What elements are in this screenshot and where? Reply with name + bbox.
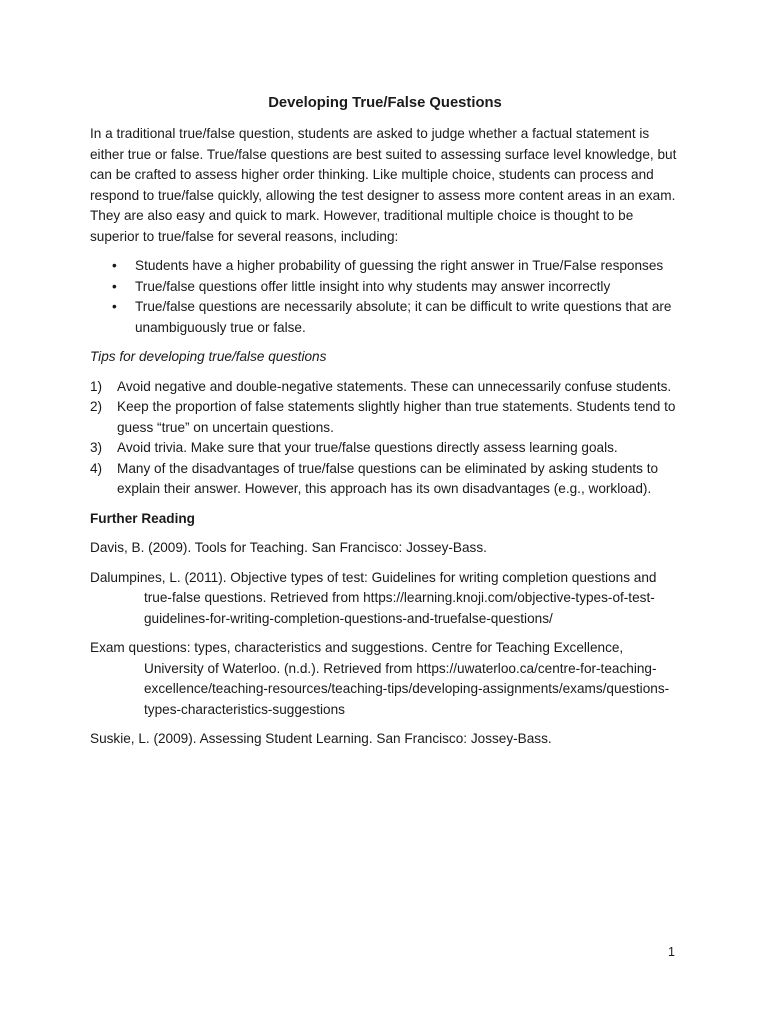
list-item xyxy=(90,297,680,338)
bullet-icon: • xyxy=(112,258,117,273)
reasons-list xyxy=(90,256,680,338)
bullet-icon: • xyxy=(112,278,117,294)
list-item-text: Keep the proportion of false statements slightly higher than true statements. Students tend to guess “true” on uncertain questions. xyxy=(117,399,676,435)
list-number: 4) xyxy=(90,460,103,476)
list-item-text: True/false questions are necessarily absolute; it can be difficult to write questions that are unambiguously true or false. xyxy=(135,299,672,335)
bullet-icon: • xyxy=(112,299,117,314)
further-reading-heading: Further Reading xyxy=(90,510,195,526)
page-number: 1 xyxy=(668,945,675,959)
reference-entry: Davis, B. (2009). Tools for Teaching. San Francisco: Jossey-Bass. xyxy=(90,540,487,555)
list-item-text: Avoid trivia. Make sure that your true/false questions directly assess learning goals. xyxy=(117,440,618,455)
list-item xyxy=(90,397,680,438)
tips-heading: Tips for developing true/false questions xyxy=(90,349,327,364)
reference-entry: Dalumpines, L. (2011). Objective types of test: Guidelines for writing completion questions and true-false questions. Retrieved from https://learning.knoji.com/objective-types-of-test-guidelines-for-writing-completion-questions-and-truefalse-questions/ xyxy=(90,569,657,626)
reference-entry: Exam questions: types, characteristics and suggestions. Centre for Teaching Excellence, University of Waterloo. (n.d.). Retrieved from https://uwaterloo.ca/centre-for-teaching-excellence/teaching-resources/teaching-tips/developing-assignments/exams/questions-types-characteristics-suggestions xyxy=(90,640,670,717)
list-item xyxy=(90,377,680,398)
document-title: Developing True/False Questions xyxy=(268,95,502,111)
reference-entry: Suskie, L. (2009). Assessing Student Learning. San Francisco: Jossey-Bass. xyxy=(90,731,552,746)
list-item-text: Avoid negative and double-negative statements. These can unnecessarily confuse students. xyxy=(117,378,672,394)
intro-paragraph: In a traditional true/false question, students are asked to judge whether a factual statement is either true or false. True/false questions are best suited to assessing surface level knowledge, but can be crafted to assess higher order thinking. Like multiple choice, students can process and respond to true/false quickly, allowing the test designer to assess more content areas in an exam. They are also easy and quick to mark. However, traditional multiple choice is thought to be superior to true/false for several reasons, including: xyxy=(90,126,677,244)
tips-list xyxy=(90,377,680,500)
list-item xyxy=(90,256,680,277)
list-item xyxy=(90,459,680,500)
list-item-text: True/false questions offer little insight into why students may answer incorrectly xyxy=(135,278,611,294)
list-item xyxy=(90,438,680,459)
list-item xyxy=(90,277,680,298)
list-number: 3) xyxy=(90,440,103,455)
document-body xyxy=(90,93,680,759)
list-number: 1) xyxy=(90,378,103,394)
list-number: 2) xyxy=(90,399,103,414)
list-item-text: Many of the disadvantages of true/false questions can be eliminated by asking students to explain their answer. However, this approach has its own disadvantages (e.g., workload). xyxy=(117,460,659,496)
list-item-text: Students have a higher probability of guessing the right answer in True/False responses xyxy=(135,258,664,273)
